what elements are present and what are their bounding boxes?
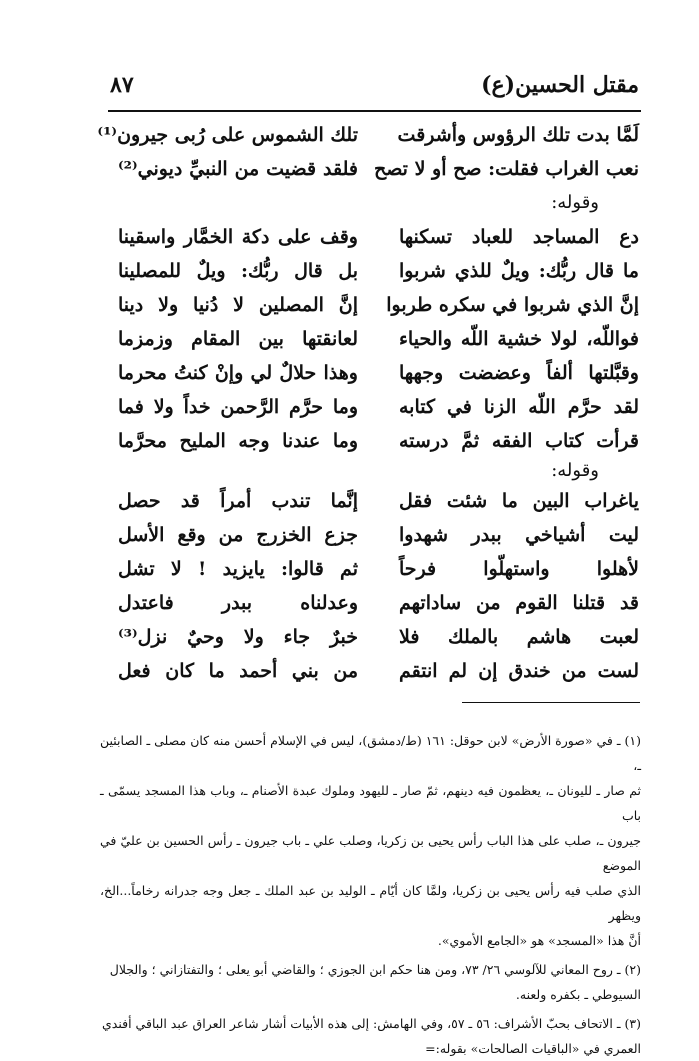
footnotes: [100, 728, 641, 1061]
footnote-3: [100, 1011, 641, 1061]
verse-line: وما عندنا وجه المليح محرَّما: [118, 430, 358, 452]
verse-line: ليت أشياخي ببدر شهدوا: [399, 524, 639, 546]
verse-line: لأهلوا واستهلّوا فرحاً: [399, 558, 639, 580]
verse-line: إنَّ الذي شربوا في سكره طربوا: [386, 294, 639, 316]
footnote-line: (١) ـ في «صورة الأرض» لابن حوقل: ١٦١ (ط/دمشق)، ليس في الإسلام أحسن منه كان مصلى ـ الصابئين ـ،: [100, 733, 641, 773]
footnote-line: العمري في «الباقيات الصالحات» بقوله:=: [425, 1041, 641, 1056]
verse-line: فلقد قضيت من النبيِّ ديوني⁽²⁾: [118, 158, 358, 180]
verse-line: لست من خندق إن لم انتقم: [399, 660, 639, 682]
running-title: مقتل الحسين(ع): [481, 72, 639, 98]
footnote-line: السيوطي ـ بكفره ولعنه.: [515, 987, 641, 1002]
header-rule: [108, 110, 641, 112]
left-column: [97, 118, 358, 688]
verse-line: بل قال ربُّك: ويلٌ للمصلينا: [118, 260, 358, 282]
footnote-line: جيرون ـ، صلب على هذا الباب رأس يحيى بن زكريا، وصلب علي ـ باب جيرون ـ رأس الحسين بن عليّ في الموضع: [100, 833, 641, 873]
verse-line: ثم قالوا: يايزيد ! لا تشل: [118, 558, 358, 580]
verse-lead: وقوله:: [551, 460, 599, 481]
footnote-1: [100, 728, 641, 953]
verse-line: تلك الشموس على رُبى جيرون⁽¹⁾: [97, 124, 358, 146]
verse-gap: [118, 458, 358, 484]
footnote-rule: [462, 702, 640, 703]
verse-line: جزع الخزرج من وقع الأسل: [118, 524, 358, 546]
page-number: ٨٧: [110, 72, 134, 98]
verse-line: قرأت كتاب الفقه ثمَّ درسته: [399, 430, 639, 452]
running-header: [110, 72, 639, 106]
verse-gap: [118, 186, 358, 220]
footnote-line: الذي صلب فيه رأس يحيى بن زكريا، ولمَّا كان أيّام ـ الوليد بن عبد الملك ـ جعل وجه جدرانه رخاماً...الخ، ويظهر: [100, 883, 641, 923]
verse-line: وقبَّلتها ألفاً وعضضت وجهها: [399, 362, 639, 384]
verse-line: فواللّه، لولا خشية اللّه والحياء: [399, 328, 639, 350]
verse-line: وهذا حلالٌ لي وإنْ كنتُ محرما: [118, 362, 358, 384]
verse-line: من بني أحمد ما كان فعل: [118, 660, 358, 682]
footnote-line: (٣) ـ الاتحاف بحبّ الأشراف: ٥٦ ـ ٥٧، وفي الهامش: إلى هذه الأبيات أشار شاعر العراق عبد الباقي أفندي: [102, 1016, 641, 1031]
poem-body: [97, 118, 639, 698]
verse-line: وما حرَّم الرَّحمن خداً ولا فما: [118, 396, 358, 418]
footnote-2: [100, 957, 641, 1007]
verse-line: إنَّما تندب أمراً قد حصل: [118, 490, 358, 512]
verse-line: لعبت هاشم بالملك فلا: [399, 626, 639, 648]
verse-line: خبرٌ جاء ولا وحيٌ نزل⁽³⁾: [118, 626, 358, 648]
verse-line: نعب الغراب فقلت: صح أو لا تصح: [373, 158, 639, 180]
verse-line: قد قتلنا القوم من ساداتهم: [399, 592, 639, 614]
footnote-line: (٢) ـ روح المعاني للآلوسي ٢٦/ ٧٣، ومن هنا حكم ابن الجوزي ؛ والقاضي أبو يعلى ؛ والتفتازاني ؛ والجلال: [109, 962, 641, 977]
footnote-line: ثم صار ـ لليونان ـ، يعظمون فيه دينهم، ثمّ صار ـ لليهود وملوك عبدة الأصنام ـ، وباب هذا المسجد يسمّى ـ باب: [100, 783, 641, 823]
verse-line: لقد حرَّم اللّه الزنا في كتابه: [399, 396, 639, 418]
verse-line: لعانقتها بين المقام وزمزما: [118, 328, 358, 350]
verse-line: وقف على دكة الخمَّار واسقينا: [118, 226, 358, 248]
verse-line: دع المساجد للعباد تسكنها: [399, 226, 639, 248]
footnote-line: أنَّ هذا «المسجد» هو «الجامع الأموي».: [437, 933, 641, 948]
verse-line: ياغراب البين ما شئت فقل: [399, 490, 639, 512]
verse-lead: وقوله:: [551, 192, 599, 213]
verse-line: إنَّ المصلين لا دُنيا ولا دينا: [118, 294, 358, 316]
verse-line: وعدلناه ببدر فاعتدل: [118, 592, 358, 614]
right-column: [373, 118, 639, 688]
verse-line: ما قال ربُّك: ويلٌ للذي شربوا: [399, 260, 639, 282]
verse-line: لَمَّا بدت تلك الرؤوس وأشرقت: [397, 124, 639, 146]
